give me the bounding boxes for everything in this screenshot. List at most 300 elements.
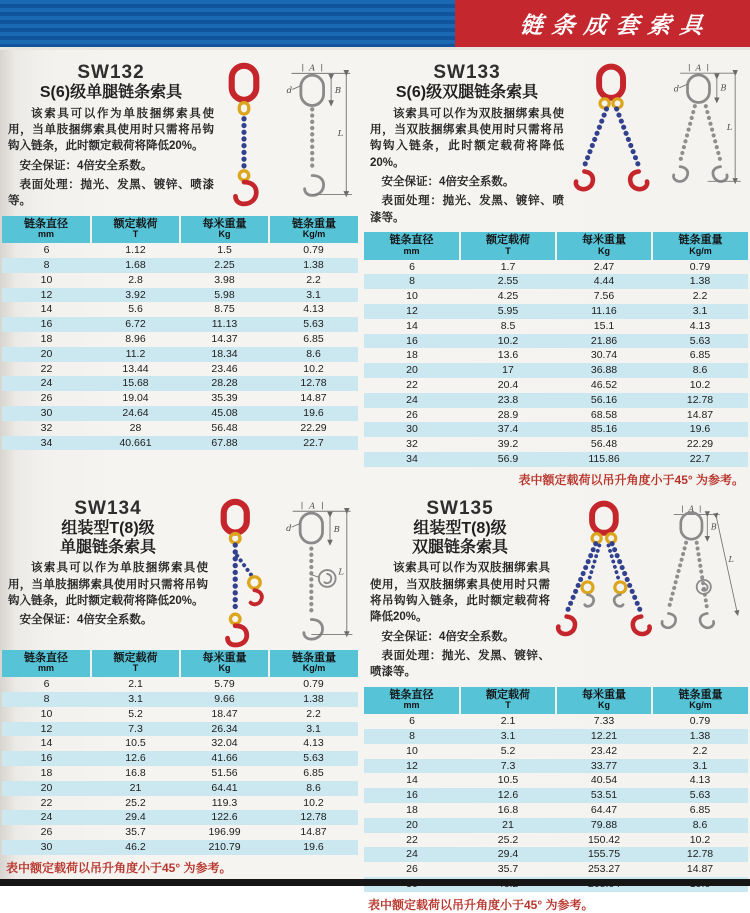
spec-header-row	[364, 687, 748, 715]
spec-cell: 12	[364, 304, 460, 319]
spec-table-sw134	[2, 650, 358, 855]
spec-cell: 20.4	[497, 378, 519, 391]
single-leg-sling-illustration	[216, 62, 272, 202]
spec-cell: 19.6	[269, 840, 358, 855]
product-subtitle-line2: 单腿链条索具	[59, 538, 156, 556]
spec-cell: 36.88	[556, 363, 652, 378]
spec-row	[2, 302, 358, 317]
spec-cell: 67.88	[180, 436, 269, 451]
spec-row	[2, 391, 358, 406]
spec-row	[2, 406, 358, 421]
spec-cell: 14.37	[211, 333, 238, 346]
spec-cell: 25.2	[125, 796, 146, 809]
spec-cell: 39.2	[497, 438, 519, 451]
column-header: 链条重量 Kg/m	[269, 216, 358, 244]
safety-note: 安全保证：4倍安全系数。	[19, 614, 153, 627]
spec-cell: 4.13	[689, 774, 711, 787]
header-red-stripe	[455, 0, 750, 47]
spec-cell: 11.16	[556, 304, 652, 319]
spec-cell: 3.1	[269, 722, 358, 737]
spec-cell: 1.38	[269, 692, 358, 707]
spec-cell: 11.13	[180, 317, 269, 332]
spec-cell: 37.4	[460, 422, 556, 437]
product-description: 该索具可以作为双肢捆绑索具使用，当双肢捆绑索具使用时只需将吊钩钩入链条，此时额定载荷将降低20%。	[370, 562, 550, 624]
header-blue-stripe	[0, 0, 455, 47]
spec-row	[364, 847, 748, 862]
spec-cell: 2.47	[593, 260, 615, 273]
single-leg-dimension-diagram	[274, 62, 358, 202]
column-header: 链条直径 mm	[364, 687, 460, 715]
spec-cell: 10	[406, 744, 418, 757]
column-header: 每米重量 Kg	[180, 650, 269, 678]
spec-cell: 10.2	[460, 334, 556, 349]
spec-cell: 21	[460, 818, 556, 833]
spec-cell: 22	[40, 796, 53, 809]
dim-label-l: L	[726, 122, 733, 132]
double-leg-sling-illustration	[566, 62, 658, 200]
spec-table-sw132	[2, 216, 358, 451]
spec-cell: 7.3	[91, 722, 180, 737]
spec-row	[364, 862, 748, 877]
spec-cell: 24	[364, 393, 460, 408]
spec-cell: 10	[406, 290, 418, 303]
spec-cell: 18	[406, 804, 418, 816]
spec-cell: 20	[2, 781, 91, 796]
spec-cell: 8	[364, 729, 460, 744]
spec-row	[2, 376, 358, 391]
spec-cell: 8	[364, 274, 460, 289]
spec-cell: 18.47	[211, 707, 238, 720]
spec-cell: 19.04	[122, 392, 149, 405]
spec-cell: 2.2	[306, 707, 321, 720]
dim-label-d: d	[286, 86, 293, 97]
spec-cell: 6	[409, 715, 415, 728]
product-section-sw132	[2, 60, 358, 488]
spec-cell: 2.55	[460, 274, 556, 289]
spec-cell: 16	[364, 334, 460, 349]
spec-row	[364, 744, 748, 759]
spec-row	[2, 421, 358, 436]
spec-row	[364, 289, 748, 304]
spec-cell: 25.2	[497, 833, 519, 846]
product-diagrams	[566, 60, 748, 226]
spec-row	[364, 729, 748, 744]
spec-cell: 30	[2, 406, 91, 421]
dim-label-b: B	[710, 522, 717, 532]
spec-row	[2, 243, 358, 258]
spec-cell: 8	[2, 258, 91, 273]
spec-cell: 4.44	[556, 274, 652, 289]
spec-cell: 12.78	[652, 847, 748, 862]
dim-label-a: A	[309, 63, 316, 74]
spec-row	[364, 803, 748, 818]
spec-cell: 10.2	[303, 796, 324, 809]
spec-cell: 21.86	[556, 334, 652, 349]
dim-label-b: B	[720, 82, 727, 93]
spec-cell: 1.38	[269, 258, 358, 273]
spec-cell: 33.77	[556, 759, 652, 774]
spec-cell: 12	[364, 759, 460, 774]
single-leg-grab-hook-sling-illustration	[210, 498, 272, 644]
spec-cell: 5.79	[214, 678, 235, 691]
column-header: 每米重量 Kg	[556, 232, 652, 260]
spec-cell: 8.6	[269, 347, 358, 362]
product-section-sw134	[2, 496, 358, 913]
spec-cell: 18	[406, 349, 418, 362]
spec-cell: 20	[364, 363, 460, 378]
spec-cell: 14	[406, 319, 418, 332]
dim-label-l: L	[337, 128, 344, 139]
product-description: 该索具可以作为双肢捆绑索具使用，当双肢捆绑索具使用时只需将吊钩钩入链条，此时额定载荷将降低20%。	[370, 107, 564, 169]
spec-cell: 24	[2, 810, 91, 825]
spec-cell: 3.1	[652, 759, 748, 774]
spec-cell: 1.38	[652, 274, 748, 289]
dim-label-l: L	[338, 566, 344, 577]
column-header: 链条重量 Kg/m	[652, 232, 748, 260]
spec-cell: 30.74	[590, 349, 618, 362]
spec-cell: 22	[406, 378, 418, 391]
spec-row	[2, 692, 358, 707]
spec-cell: 10.2	[303, 362, 324, 375]
spec-cell: 5.63	[269, 751, 358, 766]
spec-cell: 4.13	[303, 737, 324, 750]
spec-cell: 0.79	[303, 678, 324, 691]
spec-cell: 3.1	[91, 692, 180, 707]
spec-cell: 3.1	[269, 288, 358, 303]
spec-cell: 46.52	[590, 378, 618, 391]
product-diagrams	[210, 496, 358, 644]
dim-label-a: A	[695, 62, 702, 73]
spec-row	[364, 422, 748, 437]
spec-cell: 30	[2, 840, 91, 855]
dim-label-a: A	[688, 504, 695, 514]
spec-cell: 196.99	[208, 826, 241, 839]
spec-cell: 28	[129, 421, 142, 434]
product-description: 该索具可以作为单肢捆绑索具使用，当单肢捆绑索具使用时只需将吊钩钩入链条，此时额定载荷将降低20%。	[8, 562, 208, 608]
spec-cell: 23.8	[460, 393, 556, 408]
spec-cell: 17	[460, 363, 556, 378]
spec-cell: 5.98	[180, 288, 269, 303]
spec-cell: 12.78	[269, 376, 358, 391]
spec-cell: 14	[40, 303, 53, 316]
spec-cell: 13.6	[497, 349, 519, 362]
spec-cell: 14.87	[686, 408, 714, 421]
spec-cell: 10.2	[689, 833, 711, 846]
spec-cell: 6.72	[91, 317, 180, 332]
spec-cell: 35.39	[211, 392, 238, 405]
spec-cell: 41.66	[180, 751, 269, 766]
spec-cell: 32	[406, 438, 418, 451]
spec-row	[2, 810, 358, 825]
spec-cell: 24.64	[91, 406, 180, 421]
spec-row	[2, 796, 358, 811]
spec-row	[2, 722, 358, 737]
spec-cell: 1.38	[652, 729, 748, 744]
spec-cell: 20	[364, 818, 460, 833]
angle-reference-note: 表中额定载荷以吊升角度小于45° 为参考。	[6, 860, 232, 875]
spec-cell: 64.41	[180, 781, 269, 796]
spec-cell: 18	[40, 767, 53, 780]
spec-cell: 14	[40, 737, 53, 750]
spec-row	[2, 707, 358, 722]
spec-row	[364, 788, 748, 803]
spec-row	[364, 437, 748, 452]
spec-cell: 15.68	[91, 376, 180, 391]
double-leg-grab-hook-sling-illustration	[552, 498, 654, 644]
spec-cell: 85.16	[556, 422, 652, 437]
spec-cell: 12	[2, 288, 91, 303]
spec-cell: 14	[406, 774, 418, 787]
spec-cell: 8.5	[500, 319, 516, 332]
spec-cell: 24	[2, 376, 91, 391]
spec-row	[364, 319, 748, 334]
spec-cell: 16	[2, 317, 91, 332]
spec-cell: 12	[2, 722, 91, 737]
spec-cell: 4.13	[303, 303, 324, 316]
spec-cell: 6.85	[689, 349, 711, 362]
product-subtitle: 组装型T(8)级	[61, 519, 155, 537]
spec-cell: 3.1	[460, 729, 556, 744]
dim-label-b: B	[333, 523, 340, 534]
spec-row	[2, 436, 358, 451]
spec-cell: 26	[40, 392, 53, 405]
double-leg-dimension-diagram	[660, 62, 748, 198]
spec-row	[364, 408, 748, 423]
spec-cell: 8.96	[125, 333, 146, 346]
spec-cell: 5.63	[652, 334, 748, 349]
dim-label-b: B	[334, 86, 342, 97]
product-diagrams	[216, 60, 358, 210]
spec-row	[2, 258, 358, 273]
spec-cell: 8.6	[652, 818, 748, 833]
spec-cell: 5.63	[652, 788, 748, 803]
safety-note: 安全保证：4倍安全系数。	[381, 176, 515, 189]
spec-table-sw133	[364, 232, 748, 467]
spec-row	[2, 362, 358, 377]
spec-row	[364, 304, 748, 319]
spec-cell: 8.6	[269, 781, 358, 796]
spec-cell: 2.8	[128, 273, 143, 286]
spec-cell: 16.8	[125, 767, 146, 780]
spec-cell: 2.25	[180, 258, 269, 273]
spec-cell: 1.12	[125, 244, 146, 257]
spec-cell: 2.2	[692, 744, 708, 757]
spec-row	[2, 766, 358, 781]
spec-row	[2, 736, 358, 751]
spec-row	[2, 677, 358, 692]
spec-cell: 64.47	[590, 804, 618, 816]
spec-cell: 15.1	[593, 319, 615, 332]
spec-cell: 10.5	[125, 737, 146, 750]
spec-cell: 51.56	[211, 767, 238, 780]
spec-cell: 35.7	[125, 826, 146, 839]
spec-cell: 8	[2, 692, 91, 707]
spec-row	[2, 840, 358, 855]
spec-row	[364, 363, 748, 378]
page-header	[0, 0, 750, 47]
spec-cell: 11.2	[91, 347, 180, 362]
spec-table-sw135	[364, 687, 748, 892]
spec-cell: 10	[40, 273, 53, 286]
spec-cell: 2.2	[306, 273, 321, 286]
spec-cell: 1.5	[217, 244, 232, 257]
spec-cell: 5.2	[128, 707, 143, 720]
product-description: 该索具可以作为单肢捆绑索具使用，当单肢捆绑索具使用时只需将吊钩钩入链条，此时额定载荷将降低20%。	[8, 107, 214, 153]
spec-cell: 56.48	[590, 438, 618, 451]
column-header: 额定载荷 T	[91, 650, 180, 678]
spec-cell: 30	[364, 422, 460, 437]
spec-cell: 32	[40, 421, 53, 434]
spec-row	[2, 825, 358, 840]
spec-cell: 122.6	[180, 810, 269, 825]
single-leg-grab-hook-dimension-diagram	[274, 498, 358, 644]
product-subtitle: 组装型T(8)级	[413, 519, 507, 537]
spec-cell: 2.1	[128, 678, 143, 691]
spec-cell: 22.7	[652, 452, 748, 467]
spec-cell: 34	[364, 452, 460, 467]
spec-header-row	[364, 232, 748, 260]
column-header: 链条直径 mm	[364, 232, 460, 260]
spec-cell: 18	[40, 333, 53, 346]
spec-row	[364, 773, 748, 788]
column-header: 每米重量 Kg	[180, 216, 269, 244]
spec-row	[364, 348, 748, 363]
spec-cell: 19.6	[652, 422, 748, 437]
column-header: 链条直径 mm	[2, 216, 91, 244]
spec-cell: 6	[43, 678, 50, 691]
spec-cell: 14.87	[686, 863, 714, 876]
spec-cell: 26	[40, 826, 53, 839]
spec-cell: 16.8	[497, 804, 519, 816]
spec-cell: 56.48	[211, 421, 238, 434]
dim-label-l: L	[728, 554, 734, 564]
spec-cell: 155.75	[556, 847, 652, 862]
spec-cell: 7.56	[593, 290, 615, 303]
surface-note: 表面处理：抛光、发黑、镀锌、喷漆等。	[370, 195, 564, 224]
spec-cell: 46.2	[91, 840, 180, 855]
spec-cell: 23.46	[211, 362, 238, 375]
spec-cell: 53.51	[556, 788, 652, 803]
spec-cell: 28.9	[497, 408, 519, 421]
column-header: 每米重量 Kg	[556, 687, 652, 715]
spec-row	[2, 273, 358, 288]
spec-cell: 79.88	[556, 818, 652, 833]
spec-row	[364, 759, 748, 774]
product-model: SW133	[433, 62, 501, 83]
spec-cell: 3.92	[91, 288, 180, 303]
spec-cell: 16	[2, 751, 91, 766]
spec-cell: 18.34	[180, 347, 269, 362]
dim-label-a: A	[309, 500, 316, 511]
spec-cell: 6	[409, 260, 415, 273]
product-model: SW132	[77, 62, 145, 83]
spec-cell: 6	[43, 244, 50, 257]
spec-cell: 22.29	[686, 438, 714, 451]
spec-cell: 20	[2, 347, 91, 362]
spec-cell: 26	[406, 408, 418, 421]
spec-cell: 40.661	[91, 436, 180, 451]
spec-cell: 22.29	[300, 421, 327, 434]
spec-cell: 12.6	[91, 751, 180, 766]
product-subtitle: S(6)级单腿链条索具	[39, 83, 183, 101]
spec-cell: 1.68	[91, 258, 180, 273]
spec-cell: 16	[364, 788, 460, 803]
spec-row	[364, 378, 748, 393]
spec-row	[2, 332, 358, 347]
product-section-sw133	[364, 60, 748, 488]
spec-row	[2, 751, 358, 766]
spec-cell: 12.6	[460, 788, 556, 803]
spec-cell: 115.86	[556, 452, 652, 467]
spec-cell: 6.85	[689, 804, 711, 816]
spec-row	[364, 393, 748, 408]
spec-cell: 10.2	[689, 378, 711, 391]
spec-cell: 68.58	[590, 408, 618, 421]
page-title: 链条成套索具	[517, 12, 713, 39]
spec-header-row	[2, 216, 358, 244]
product-subtitle-line2: 双腿链条索具	[411, 538, 508, 556]
spec-cell: 34	[2, 436, 91, 451]
spec-cell: 24	[364, 847, 460, 862]
spec-cell: 4.25	[497, 290, 519, 303]
spec-cell: 8.75	[214, 303, 235, 316]
spec-cell: 2.2	[692, 290, 708, 303]
spec-cell: 56.9	[460, 452, 556, 467]
column-header: 额定载荷 T	[91, 216, 180, 244]
spec-cell: 210.79	[180, 840, 269, 855]
spec-cell: 12.78	[652, 393, 748, 408]
spec-row	[364, 818, 748, 833]
spec-cell: 35.7	[497, 863, 519, 876]
angle-reference-note: 表中额定载荷以吊升角度小于45° 为参考。	[368, 897, 594, 912]
spec-cell: 3.98	[214, 273, 235, 286]
safety-note: 安全保证：4倍安全系数。	[381, 630, 515, 643]
spec-row	[2, 288, 358, 303]
surface-note: 表面处理：抛光、发黑、镀锌、喷漆等。	[8, 179, 214, 208]
product-subtitle: S(6)级双腿链条索具	[395, 83, 539, 101]
spec-cell: 9.66	[180, 692, 269, 707]
content-grid	[0, 50, 750, 913]
spec-row	[2, 781, 358, 796]
spec-cell: 12.21	[556, 729, 652, 744]
spec-cell: 56.16	[556, 393, 652, 408]
spec-cell: 22	[40, 362, 53, 375]
spec-cell: 6.85	[303, 333, 324, 346]
spec-row	[364, 274, 748, 289]
spec-row	[364, 334, 748, 349]
spec-row	[2, 347, 358, 362]
dim-label-d: d	[673, 83, 680, 94]
column-header: 链条重量 Kg/m	[652, 687, 748, 715]
column-header: 额定载荷 T	[460, 232, 556, 260]
spec-cell: 22.7	[269, 436, 358, 451]
spec-cell: 10.5	[497, 774, 519, 787]
spec-cell: 5.63	[269, 317, 358, 332]
spec-header-row	[2, 650, 358, 678]
spec-cell: 10	[40, 707, 53, 720]
spec-cell: 45.08	[180, 406, 269, 421]
spec-cell: 253.27	[587, 863, 621, 876]
spec-cell: 28.28	[180, 376, 269, 391]
spec-cell: 5.2	[500, 744, 516, 757]
spec-cell: 40.54	[590, 774, 618, 787]
spec-cell: 6.85	[303, 767, 324, 780]
spec-cell: 29.4	[460, 847, 556, 862]
spec-cell: 8.6	[652, 363, 748, 378]
spec-cell: 14.87	[300, 826, 327, 839]
spec-cell: 12.78	[269, 810, 358, 825]
spec-row	[364, 714, 748, 729]
